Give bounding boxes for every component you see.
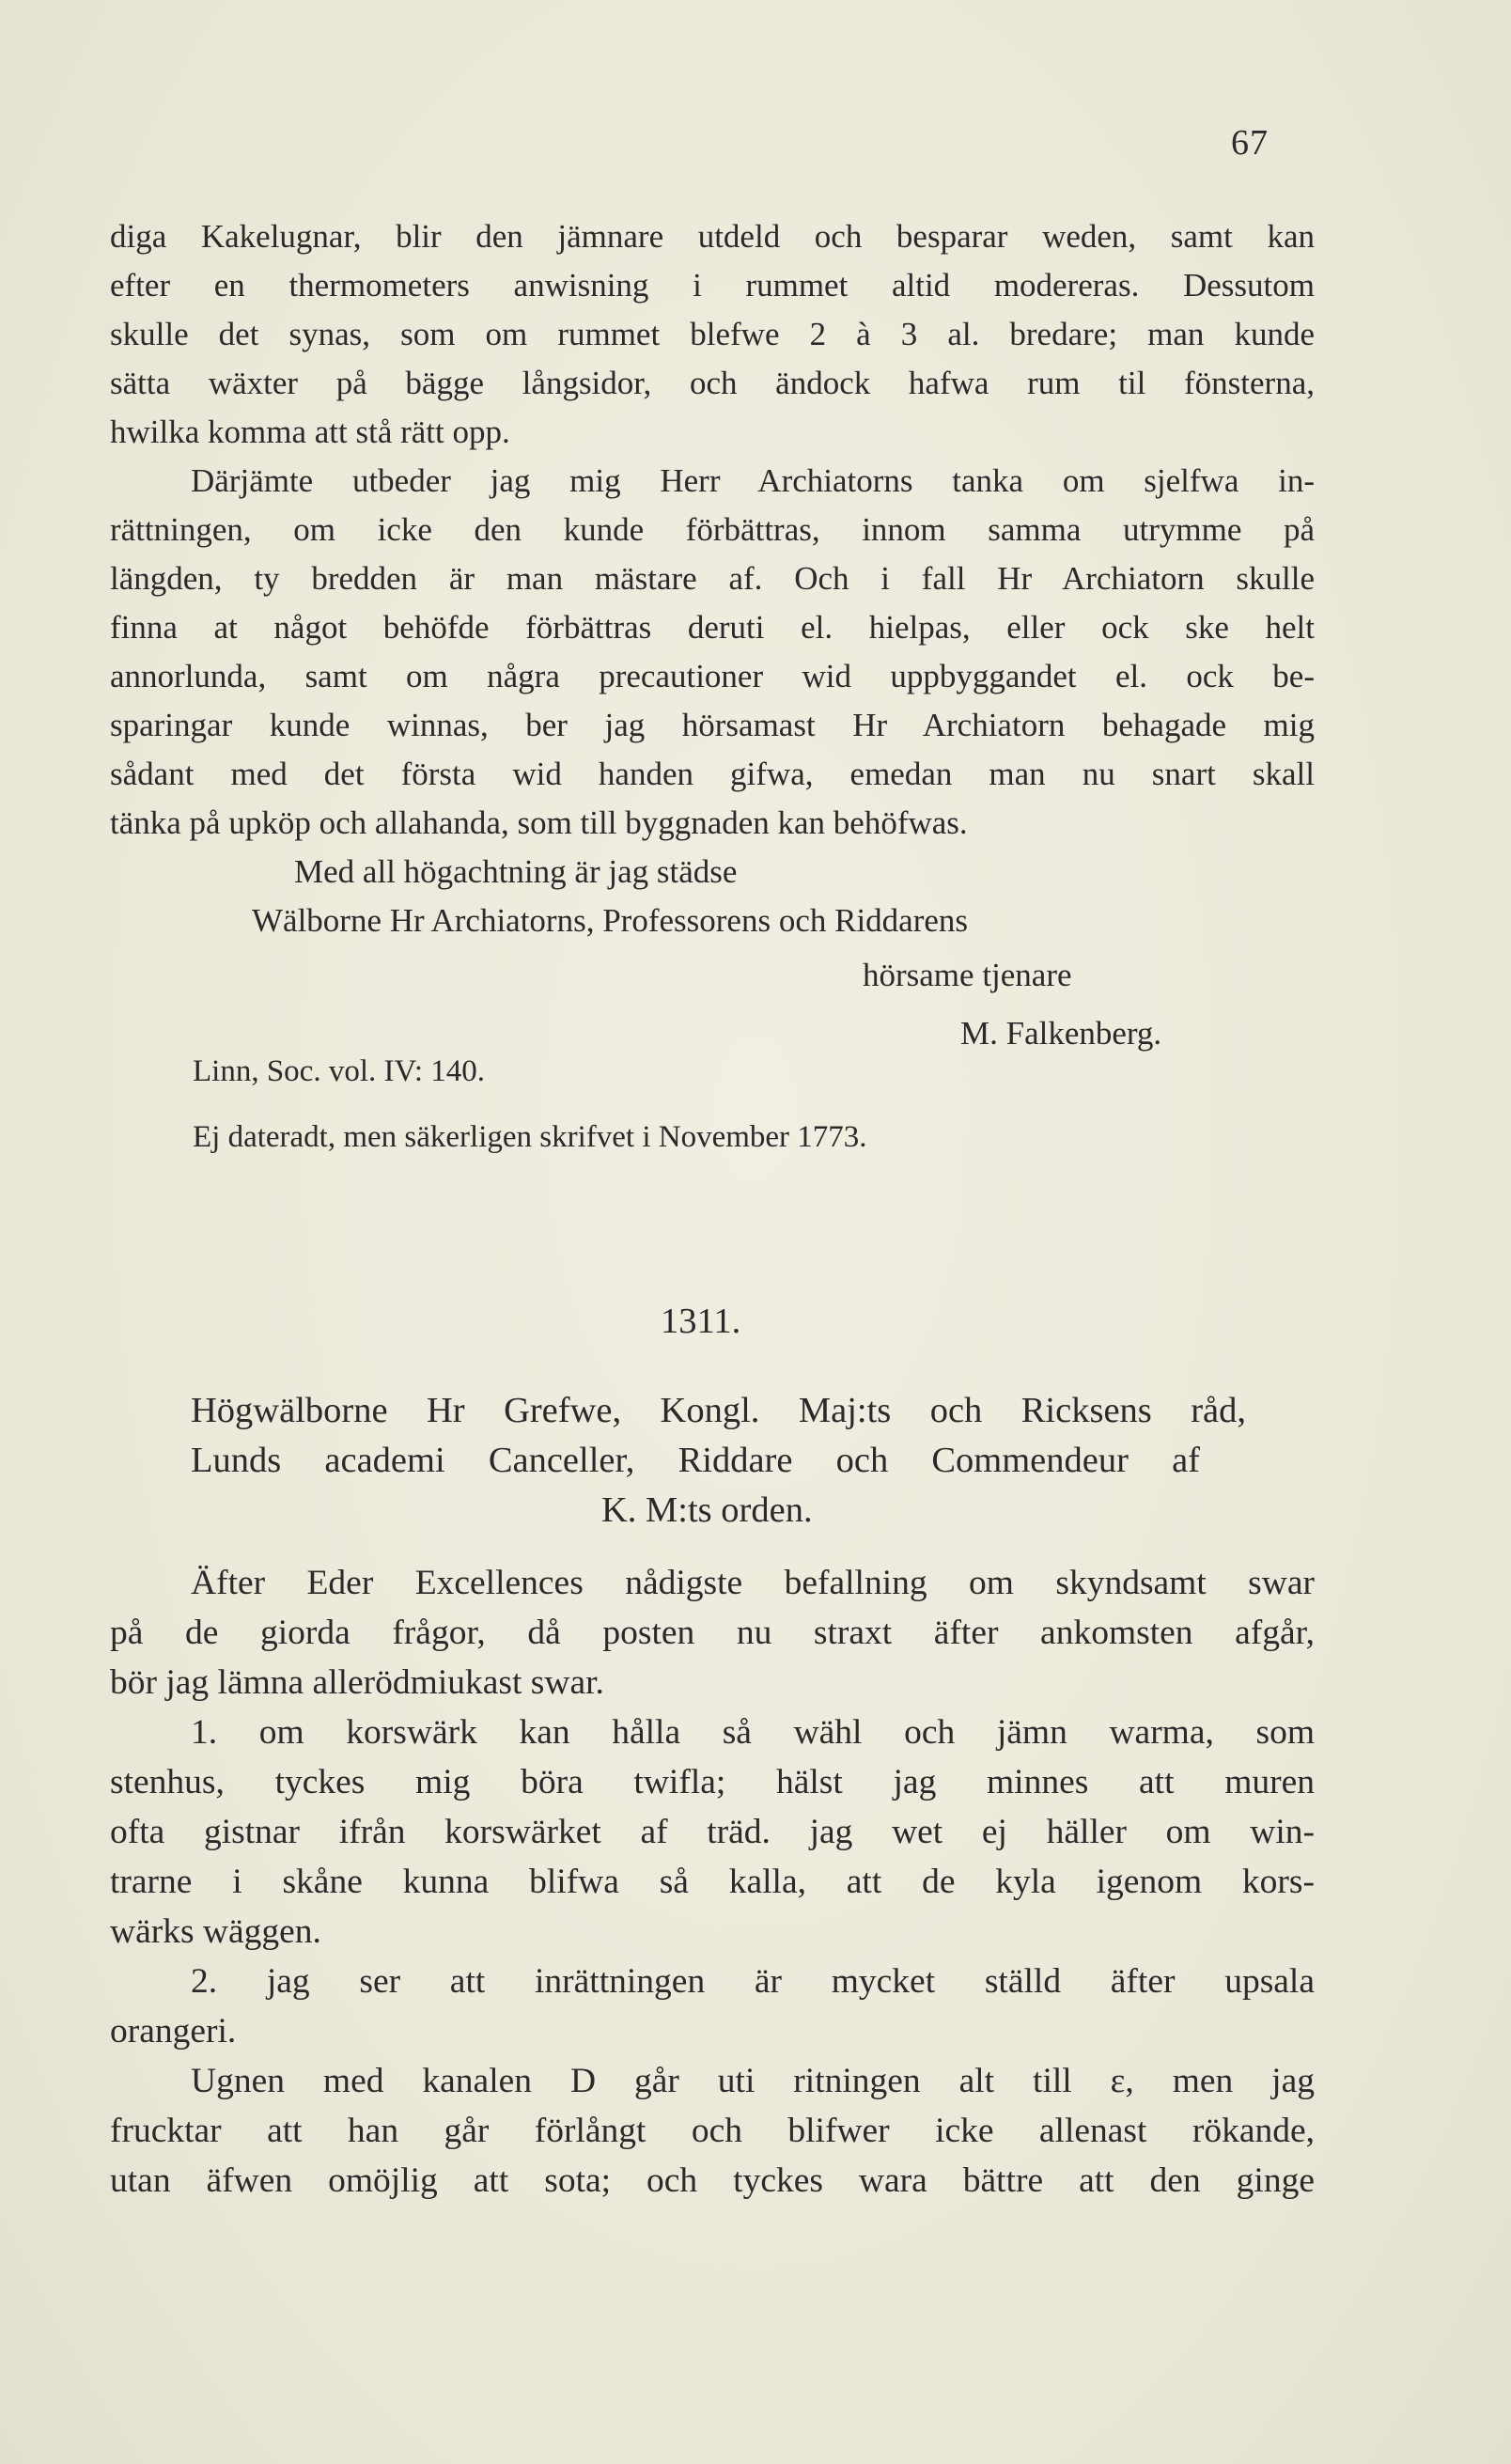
text-line: Ugnen med kanalen D går uti ritningen alt till ε, men jag (191, 2062, 1315, 2100)
text-line: bör jag lämna allerödmiukast swar. (110, 1663, 604, 1702)
text-line: sparingar kunde winnas, ber jag hörsamast Hr Archiatorn behagade mig (110, 707, 1315, 743)
date-note: Ej dateradt, men säkerligen skrifvet i November 1773. (193, 1120, 867, 1154)
text-line: diga Kakelugnar, blir den jämnare utdeld och besparar weden, samt kan (110, 218, 1315, 255)
text-line: tänka på upköp och allahanda, som till byggnaden kan behöfwas. (110, 804, 968, 841)
source-reference: Linn, Soc. vol. IV: 140. (193, 1054, 486, 1088)
text-line: trarne i skåne kunna blifwa så kalla, att de kyla igenom kors- (110, 1863, 1315, 1901)
letter-number: 1311. (661, 1302, 741, 1341)
text-line: utan äfwen omöjlig att sota; och tyckes wara bättre att den ginge (110, 2161, 1315, 2200)
text-line: sådant med det första wid handen gifwa, emedan man nu snart skall (110, 756, 1315, 792)
text-line: orangeri. (110, 2012, 237, 2051)
text-line: på de giorda frågor, då posten nu straxt äfter ankomsten afgår, (110, 1614, 1315, 1652)
text-line: frucktar att han går förlångt och blifwer icke allenast rökande, (110, 2112, 1315, 2150)
closing-line: Med all högachtning är jag städse (294, 853, 738, 890)
text-line: ofta gistnar ifrån korswärket af träd. jag wet ej häller om win- (110, 1813, 1315, 1851)
text-line: stenhus, tyckes mig böra twifla; hälst jag minnes att muren (110, 1763, 1315, 1801)
text-line: finna at något behöfde förbättras deruti el. hielpas, eller ock ske helt (110, 609, 1315, 646)
servant-line: hörsame tjenare (863, 957, 1072, 993)
text-line: hwilka komma att stå rätt opp. (110, 413, 510, 450)
text-line: annorlunda, samt om några precautioner wid uppbyggandet el. ock be- (110, 658, 1315, 694)
salutation-line: K. M:ts orden. (601, 1490, 813, 1530)
text-line: efter en thermometers anwisning i rummet altid modereras. Dessutom (110, 267, 1315, 304)
signature: M. Falkenberg. (960, 1015, 1162, 1052)
text-line: Därjämte utbeder jag mig Herr Archiatorns tanka om sjelfwa in- (191, 462, 1315, 499)
salutation-line: Lunds academi Canceller, Riddare och Commendeur af (191, 1441, 1200, 1480)
salutation-line: Högwälborne Hr Grefwe, Kongl. Maj:ts och Ricksens råd, (191, 1391, 1246, 1430)
address-line: Wälborne Hr Archiatorns, Professorens och Riddarens (252, 902, 969, 939)
text-line: sätta wäxter på bägge långsidor, och ändock hafwa rum til fönsterna, (110, 365, 1315, 401)
text-line: skulle det synas, som om rummet blefwe 2 à 3 al. bredare; man kunde (110, 316, 1315, 352)
text-line: 1. om korswärk kan hålla så wähl och jämn warma, som (191, 1713, 1315, 1752)
text-line: Äfter Eder Excellences nådigste befallning om skyndsamt swar (191, 1564, 1315, 1602)
text-line: rättningen, om icke den kunde förbättras, innom samma utrymme på (110, 511, 1315, 548)
text-line: 2. jag ser att inrättningen är mycket ställd äfter upsala (191, 1962, 1315, 2001)
page-number: 67 (1231, 123, 1269, 163)
text-line: wärks wäggen. (110, 1912, 321, 1951)
text-line: längden, ty bredden är man mästare af. Och i fall Hr Archiatorn skulle (110, 560, 1315, 597)
